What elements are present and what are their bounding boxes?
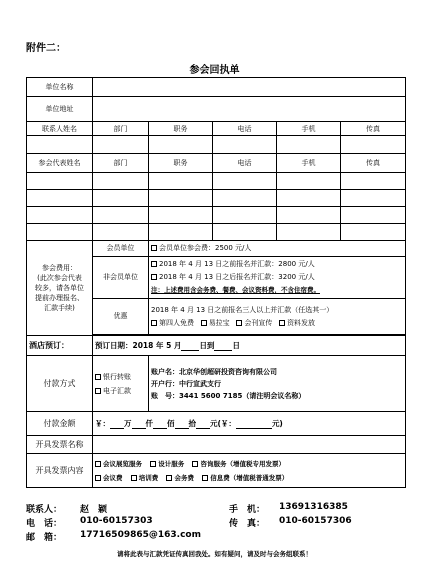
discount-label: 优惠 <box>93 299 149 335</box>
checkbox-icon[interactable] <box>151 274 157 280</box>
contact-mobile-label: 手 机： <box>229 505 266 515</box>
rep-cell[interactable] <box>93 173 149 190</box>
payment-method-options <box>93 356 149 412</box>
discount-text: 2018 年 4 月 13 日之前报名三人以上并汇款（任选其一） <box>151 305 334 314</box>
nonmember-fee-options <box>149 257 406 299</box>
contact-dept-header: 部门 <box>93 122 149 136</box>
nonmember-option-early[interactable] <box>151 258 403 271</box>
unit-name-field[interactable] <box>93 78 406 97</box>
discount-option-text: 易拉宝 <box>208 318 230 327</box>
contact-row <box>26 516 405 530</box>
page-title: 参会回执单 <box>189 65 240 76</box>
discount-options <box>151 317 403 330</box>
payment-option-text: 电子汇款 <box>103 386 131 395</box>
rep-entry-row <box>27 173 406 190</box>
rep-header-row <box>27 154 406 173</box>
checkbox-icon[interactable] <box>95 388 101 394</box>
blank-line <box>175 419 189 429</box>
invoice-option[interactable] <box>202 471 288 485</box>
rep-cell[interactable] <box>213 190 277 207</box>
contact-phone-cell[interactable] <box>213 136 277 154</box>
checkbox-icon[interactable] <box>151 245 157 251</box>
discount-option-text: 资料发放 <box>287 318 316 327</box>
invoice-option-text: 培训费 <box>138 473 159 482</box>
contact-mobile-header: 手机 <box>277 122 341 136</box>
contact-row <box>26 530 405 544</box>
rep-cell[interactable] <box>149 190 213 207</box>
invoice-option[interactable] <box>131 471 159 485</box>
invoice-option[interactable] <box>166 471 194 485</box>
amount-unit: 拾 <box>188 419 196 428</box>
amount-unit: 元) <box>271 419 283 428</box>
member-fee-option[interactable] <box>149 241 406 257</box>
footer-note: 请将此表与汇款凭证传真回我处。如有疑问，请及时与会务组联系！ <box>117 550 312 558</box>
contact-person-label: 联系人： <box>26 505 63 515</box>
rep-cell[interactable] <box>277 207 341 224</box>
fee-label-line: (此次参会代表 <box>37 274 82 282</box>
bank-name: 开户行：中行宣武支行 <box>151 379 221 388</box>
discount-option[interactable] <box>236 319 272 327</box>
rep-cell[interactable] <box>149 224 213 241</box>
nonmember-unit-label: 非会员单位 <box>93 257 149 299</box>
member-unit-label: 会员单位 <box>93 241 149 257</box>
rep-entry-row <box>27 190 406 207</box>
fee-label-line: 汇款手续) <box>44 304 75 312</box>
attachment-label: 附件二： <box>26 43 66 54</box>
nonmember-option-text: 2018 年 4 月 13 日之后报名并汇款：3200 元/人 <box>159 273 315 281</box>
checkbox-icon[interactable] <box>279 320 285 326</box>
contact-fax-label: 传 真： <box>229 519 266 529</box>
rep-cell[interactable] <box>27 190 93 207</box>
rep-cell[interactable] <box>341 190 406 207</box>
contact-title-header: 职务 <box>149 122 213 136</box>
discount-option-text: 第四人免费 <box>159 318 194 327</box>
member-fee-text: 会员单位参会费：2500 元/人 <box>159 244 252 252</box>
amount-label: 付款金额 <box>27 412 93 436</box>
checkbox-icon[interactable] <box>95 475 101 481</box>
rep-cell[interactable] <box>277 190 341 207</box>
contact-phone-header: 电话 <box>213 122 277 136</box>
fee-label-line: 参会费用： <box>42 264 77 272</box>
payment-option-transfer[interactable] <box>95 370 146 384</box>
checkbox-icon[interactable] <box>236 320 242 326</box>
contact-row <box>26 502 405 516</box>
checkbox-icon[interactable] <box>150 461 156 467</box>
contact-fax-header: 传真 <box>341 122 406 136</box>
registration-form <box>26 77 406 488</box>
unit-address-field[interactable] <box>93 97 406 122</box>
invoice-content-options <box>93 454 406 488</box>
invoice-option-text: 设计服务 <box>158 459 185 468</box>
hotel-dates[interactable] <box>93 336 406 356</box>
blank-line <box>153 419 167 429</box>
fee-label-line: 较多，请各单位 <box>35 284 84 292</box>
invoice-row-special <box>95 457 403 471</box>
discount-option[interactable] <box>201 319 230 327</box>
rep-mobile-header: 手机 <box>277 154 341 173</box>
contact-fax-cell[interactable] <box>341 136 406 154</box>
rep-cell[interactable] <box>341 173 406 190</box>
checkbox-icon[interactable] <box>151 320 157 326</box>
fee-label-cell <box>27 241 93 336</box>
contact-person-value: 赵 颖 <box>80 505 108 515</box>
invoice-option[interactable] <box>150 457 184 471</box>
amount-unit: 佰 <box>167 419 175 428</box>
blank-line <box>196 419 210 429</box>
rep-cell[interactable] <box>93 207 149 224</box>
discount-cell <box>149 299 406 335</box>
payment-option-electronic[interactable] <box>95 384 146 398</box>
fee-note: 注：上述费用含会务费、餐费、会议资料费，不含住宿费。 <box>151 286 320 294</box>
contact-mobile-value: 13691316385 <box>279 502 348 512</box>
invoice-option-text: 会务费 <box>174 473 194 482</box>
discount-option[interactable] <box>279 319 315 327</box>
rep-cell[interactable] <box>93 224 149 241</box>
rep-phone-header: 电话 <box>213 154 277 173</box>
rep-cell[interactable] <box>213 207 277 224</box>
discount-option-text: 会刊宣传 <box>244 318 273 327</box>
checkbox-icon[interactable] <box>151 261 157 267</box>
unit-name-label: 单位名称 <box>27 78 93 97</box>
contact-phone-label: 电 话： <box>26 519 63 529</box>
amount-unit: 仟 <box>145 419 153 428</box>
payment-label: 付款方式 <box>27 356 93 412</box>
fee-label-line: 提前办理报名、 <box>35 294 84 302</box>
rep-cell[interactable] <box>277 173 341 190</box>
contact-phone-value: 010-60157303 <box>80 516 153 526</box>
rep-cell[interactable] <box>341 224 406 241</box>
rep-cell[interactable] <box>213 173 277 190</box>
account-number: 账 号：3441 5600 7185（请注明会议名称） <box>151 391 306 400</box>
blank-line <box>236 419 272 429</box>
invoice-content-label: 开具发票内容 <box>27 454 93 488</box>
discount-option[interactable] <box>151 319 194 327</box>
rep-entry-row <box>27 224 406 241</box>
invoice-name-field[interactable] <box>93 436 406 454</box>
amount-unit: 元(￥： <box>210 419 236 428</box>
contact-entry-row <box>27 136 406 154</box>
invoice-option[interactable] <box>192 457 285 471</box>
blank-line <box>214 341 232 351</box>
blank-line <box>132 419 146 429</box>
hotel-date-mid: 日到 <box>199 341 215 350</box>
checkbox-icon[interactable] <box>192 461 198 467</box>
invoice-option[interactable] <box>95 471 123 485</box>
contact-name-cell[interactable] <box>27 136 93 154</box>
rep-cell[interactable] <box>213 224 277 241</box>
rep-cell[interactable] <box>149 207 213 224</box>
nonmember-option-text: 2018 年 4 月 13 日之前报名并汇款：2800 元/人 <box>159 260 315 268</box>
invoice-name-label: 开具发票名称 <box>27 436 93 454</box>
unit-address-label: 单位地址 <box>27 97 93 122</box>
invoice-option-text: 会议展览服务 <box>103 459 142 468</box>
checkbox-icon[interactable] <box>95 461 101 467</box>
amount-unit: 万 <box>124 419 132 428</box>
checkbox-icon[interactable] <box>201 320 207 326</box>
checkbox-icon[interactable] <box>166 475 172 481</box>
contact-email-label: 邮 箱： <box>26 533 63 543</box>
invoice-option-text: 咨询服务（增值税专用发票） <box>200 459 285 468</box>
account-name: 账户名：北京华创超研投资咨询有限公司 <box>151 367 277 376</box>
contact-fax-value: 010-60157306 <box>279 516 352 526</box>
blank-line <box>110 419 124 429</box>
invoice-option-text: 信息费（增值税普通发票） <box>210 473 289 482</box>
invoice-option-text: 会议费 <box>103 473 123 482</box>
hotel-label: 酒店预订： <box>27 336 93 356</box>
contact-email-value[interactable]: 17716509865@163.com <box>80 530 201 540</box>
checkbox-icon[interactable] <box>202 475 208 481</box>
rep-fax-header: 传真 <box>341 154 406 173</box>
rep-dept-header: 部门 <box>93 154 149 173</box>
contact-mobile-cell[interactable] <box>277 136 341 154</box>
rep-cell[interactable] <box>341 207 406 224</box>
checkbox-icon[interactable] <box>131 475 137 481</box>
nonmember-option-late[interactable] <box>151 271 403 284</box>
rep-cell[interactable] <box>149 173 213 190</box>
rep-cell[interactable] <box>27 224 93 241</box>
payment-option-text: 银行转账 <box>103 372 131 381</box>
amount-field[interactable] <box>93 412 406 436</box>
rep-name-header: 参会代表姓名 <box>27 154 93 173</box>
contact-name-header: 联系人姓名 <box>27 122 93 136</box>
hotel-date-prefix: 预订日期：2018 年 5 月 <box>95 341 182 350</box>
checkbox-icon[interactable] <box>95 374 101 380</box>
rep-cell[interactable] <box>27 173 93 190</box>
blank-line <box>181 341 199 351</box>
rep-cell[interactable] <box>93 190 149 207</box>
rep-cell[interactable] <box>27 207 93 224</box>
contact-title-cell[interactable] <box>149 136 213 154</box>
rep-cell[interactable] <box>277 224 341 241</box>
hotel-date-suffix: 日 <box>232 341 240 350</box>
contact-info <box>26 502 405 544</box>
contact-dept-cell[interactable] <box>93 136 149 154</box>
rep-title-header: 职务 <box>149 154 213 173</box>
amount-currency: ￥： <box>95 419 110 428</box>
invoice-option[interactable] <box>95 457 142 471</box>
rep-entry-row <box>27 207 406 224</box>
bank-details <box>149 356 406 412</box>
contact-header-row <box>27 122 406 136</box>
invoice-row-general <box>95 471 403 485</box>
